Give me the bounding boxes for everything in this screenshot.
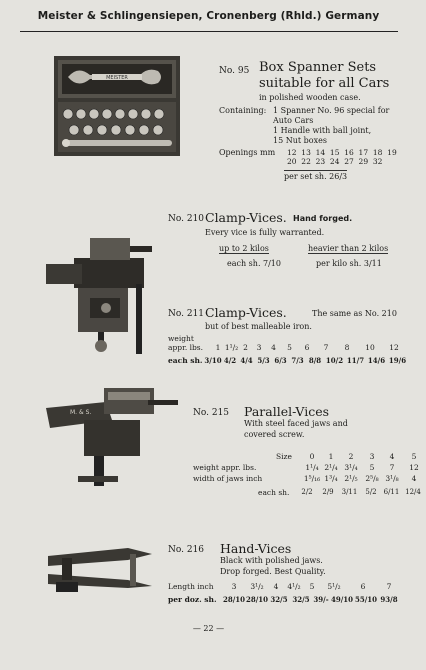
item-desc-216-line1: Black with polished jaws.: [220, 556, 323, 565]
weights-row-215: [302, 463, 426, 472]
col1-heading-210: up to 2 kilos: [219, 244, 269, 253]
item-subtitle-95: in polished wooden case.: [259, 93, 361, 102]
price-label-216: per doz. sh.: [168, 595, 217, 604]
hand-vice-216-illustration: [42, 536, 162, 600]
weight-211: 8: [344, 343, 350, 352]
item-number-95: No. 95: [219, 66, 250, 76]
parallel-vice-215-illustration: [44, 380, 184, 490]
price-211: 4/4: [240, 356, 253, 365]
length-label-216: Length inch: [168, 582, 214, 591]
sizes-row-215: [302, 452, 426, 461]
price-211: 11/7: [346, 356, 365, 365]
price-215: 6/11: [383, 488, 400, 496]
price-216: 32/5: [270, 595, 288, 604]
item-number-215: No. 215: [193, 408, 230, 418]
length-216: 7: [386, 582, 392, 591]
col1-price-210: each sh. 7/10: [227, 259, 281, 268]
weight-211: 6: [304, 343, 310, 352]
price-216: 32/5: [292, 595, 310, 604]
length-216: 5: [309, 582, 315, 591]
weight-215: 5: [369, 463, 375, 472]
weight-215: 12: [409, 463, 419, 472]
item-number-211: No. 211: [168, 309, 205, 319]
price-215: 3/11: [341, 488, 358, 496]
weight-211: 3: [256, 343, 262, 352]
price-216: 49/10: [330, 595, 354, 604]
item-title-215: Parallel-Vices: [244, 404, 330, 419]
weight-211: 7: [323, 343, 329, 352]
width-215: 1⁵/₁₆: [303, 474, 321, 483]
weight-211: 10: [365, 343, 375, 352]
price-215: 12/4: [405, 488, 421, 496]
length-216: 3¹/₂: [250, 582, 264, 591]
weight-215: 2¹/₄: [324, 463, 338, 472]
size-215: 4: [389, 452, 395, 461]
weight-label-211: weight: [168, 334, 194, 343]
page-number: — 22 —: [192, 624, 225, 633]
size-215: 0: [309, 452, 315, 461]
item-number-210: No. 210: [168, 214, 205, 224]
weight-label2-211: appr. lbs.: [168, 343, 204, 352]
price-label-215: each sh.: [258, 488, 290, 497]
widths-row-215: [302, 474, 426, 483]
prices-row-211: [204, 356, 408, 365]
item-title-211: Clamp-Vices.: [205, 305, 287, 320]
item-desc-215-line2: covered screw.: [244, 430, 305, 439]
price-211: 3/10: [204, 356, 222, 365]
box-spanner-set-illustration: [52, 52, 182, 162]
lengths-row-216: [222, 582, 400, 591]
item-title-210: Clamp-Vices.: [205, 210, 287, 225]
price-211: 5/3: [257, 356, 270, 365]
prices-row-215: [296, 488, 424, 496]
length-216: 6: [360, 582, 366, 591]
item-title-95-line2: suitable for all Cars: [259, 76, 390, 91]
weight-label-215: weight appr. lbs.: [193, 463, 257, 472]
width-215: 4: [411, 474, 417, 483]
price-211: 10/2: [325, 356, 344, 365]
width-215: 3¹/₈: [385, 474, 399, 483]
price-216: 93/8: [380, 595, 398, 604]
item-note-210: Hand forged.: [293, 214, 353, 223]
price-211: 4/2: [223, 356, 237, 365]
size-label-215: Size: [276, 452, 292, 461]
length-216: 4¹/₂: [287, 582, 301, 591]
item-desc-215-line1: With steel faced jaws and: [244, 419, 348, 428]
openings-label: Openings mm: [219, 148, 276, 157]
price-216: 28/10: [246, 595, 269, 604]
price-211: 8/8: [308, 356, 322, 365]
item-note-211: The same as No. 210: [312, 309, 397, 318]
contents-label: Containing:: [219, 106, 267, 115]
price-215: 5/2: [365, 488, 377, 496]
size-215: 2: [348, 452, 354, 461]
item-desc-211: but of best malleable iron.: [205, 322, 312, 331]
contents-line-4: 15 Nut boxes: [273, 136, 327, 145]
header-rule: [20, 31, 398, 32]
price-211: 6/3: [274, 356, 287, 365]
contents-line-1: 1 Spanner No. 96 special for: [273, 106, 390, 115]
openings-row-2: 20 22 23 24 27 29 32: [287, 157, 383, 166]
price-215: 2/2: [301, 488, 313, 496]
price-95: per set sh. 26/3: [284, 172, 348, 181]
weight-215: 1¹/₄: [305, 463, 319, 472]
weight-211: 2: [243, 343, 248, 352]
case-label: MEISTER: [106, 75, 128, 81]
contents-line-2: Auto Cars: [273, 116, 314, 125]
weight-215: 3¹/₄: [344, 463, 358, 472]
price-211: 14/6: [367, 356, 386, 365]
prices-row-216: [222, 595, 400, 604]
openings-row-1: 12 13 14 15 16 17 18 19: [287, 148, 397, 157]
price-216: 28/10: [222, 595, 246, 604]
weight-211: 12: [389, 343, 399, 352]
length-216: 4: [273, 582, 279, 591]
item-title-95: Box Spanner Sets: [259, 60, 377, 75]
weight-215: 7: [389, 463, 395, 472]
price-216: 55/10: [354, 595, 378, 604]
col2-price-210: per kilo sh. 3/11: [316, 259, 382, 268]
length-216: 3: [231, 582, 237, 591]
col2-heading-210: heavier than 2 kilos: [308, 244, 389, 253]
item-desc-210: Every vice is fully warranted.: [205, 228, 325, 237]
width-label-215: width of jaws inch: [193, 474, 263, 483]
price-215: 2/9: [322, 488, 334, 496]
vice-label: M. & S.: [70, 409, 92, 416]
width-215: 2⁵/₈: [365, 474, 379, 483]
weight-211: 4: [271, 343, 276, 352]
price-211: 19/6: [388, 356, 407, 365]
price-216: 39/-: [313, 595, 329, 604]
weight-211: 5: [287, 343, 292, 352]
size-215: 5: [411, 452, 417, 461]
price-label-211: each sh.: [168, 356, 203, 365]
weights-row-211: [212, 343, 406, 352]
clamp-vice-210-illustration: [40, 228, 160, 358]
item-number-216: No. 216: [168, 545, 205, 555]
item-desc-216-line2: Drop forged. Best Quality.: [220, 567, 326, 576]
item-title-216: Hand-Vices: [220, 541, 292, 556]
size-215: 3: [369, 452, 375, 461]
price-211: 7/3: [291, 356, 304, 365]
contents-line-3: 1 Handle with ball joint,: [273, 126, 372, 135]
size-215: 1: [328, 452, 334, 461]
length-216: 5¹/₂: [327, 582, 341, 591]
weight-211: 1¹/₂: [224, 343, 239, 352]
width-215: 2¹/₅: [344, 474, 358, 483]
weight-211: 1: [215, 343, 221, 352]
page-header: Meister & Schlingensiepen, Cronenberg (Rhld.) Germany: [37, 10, 380, 22]
width-215: 1³/₄: [324, 474, 338, 483]
